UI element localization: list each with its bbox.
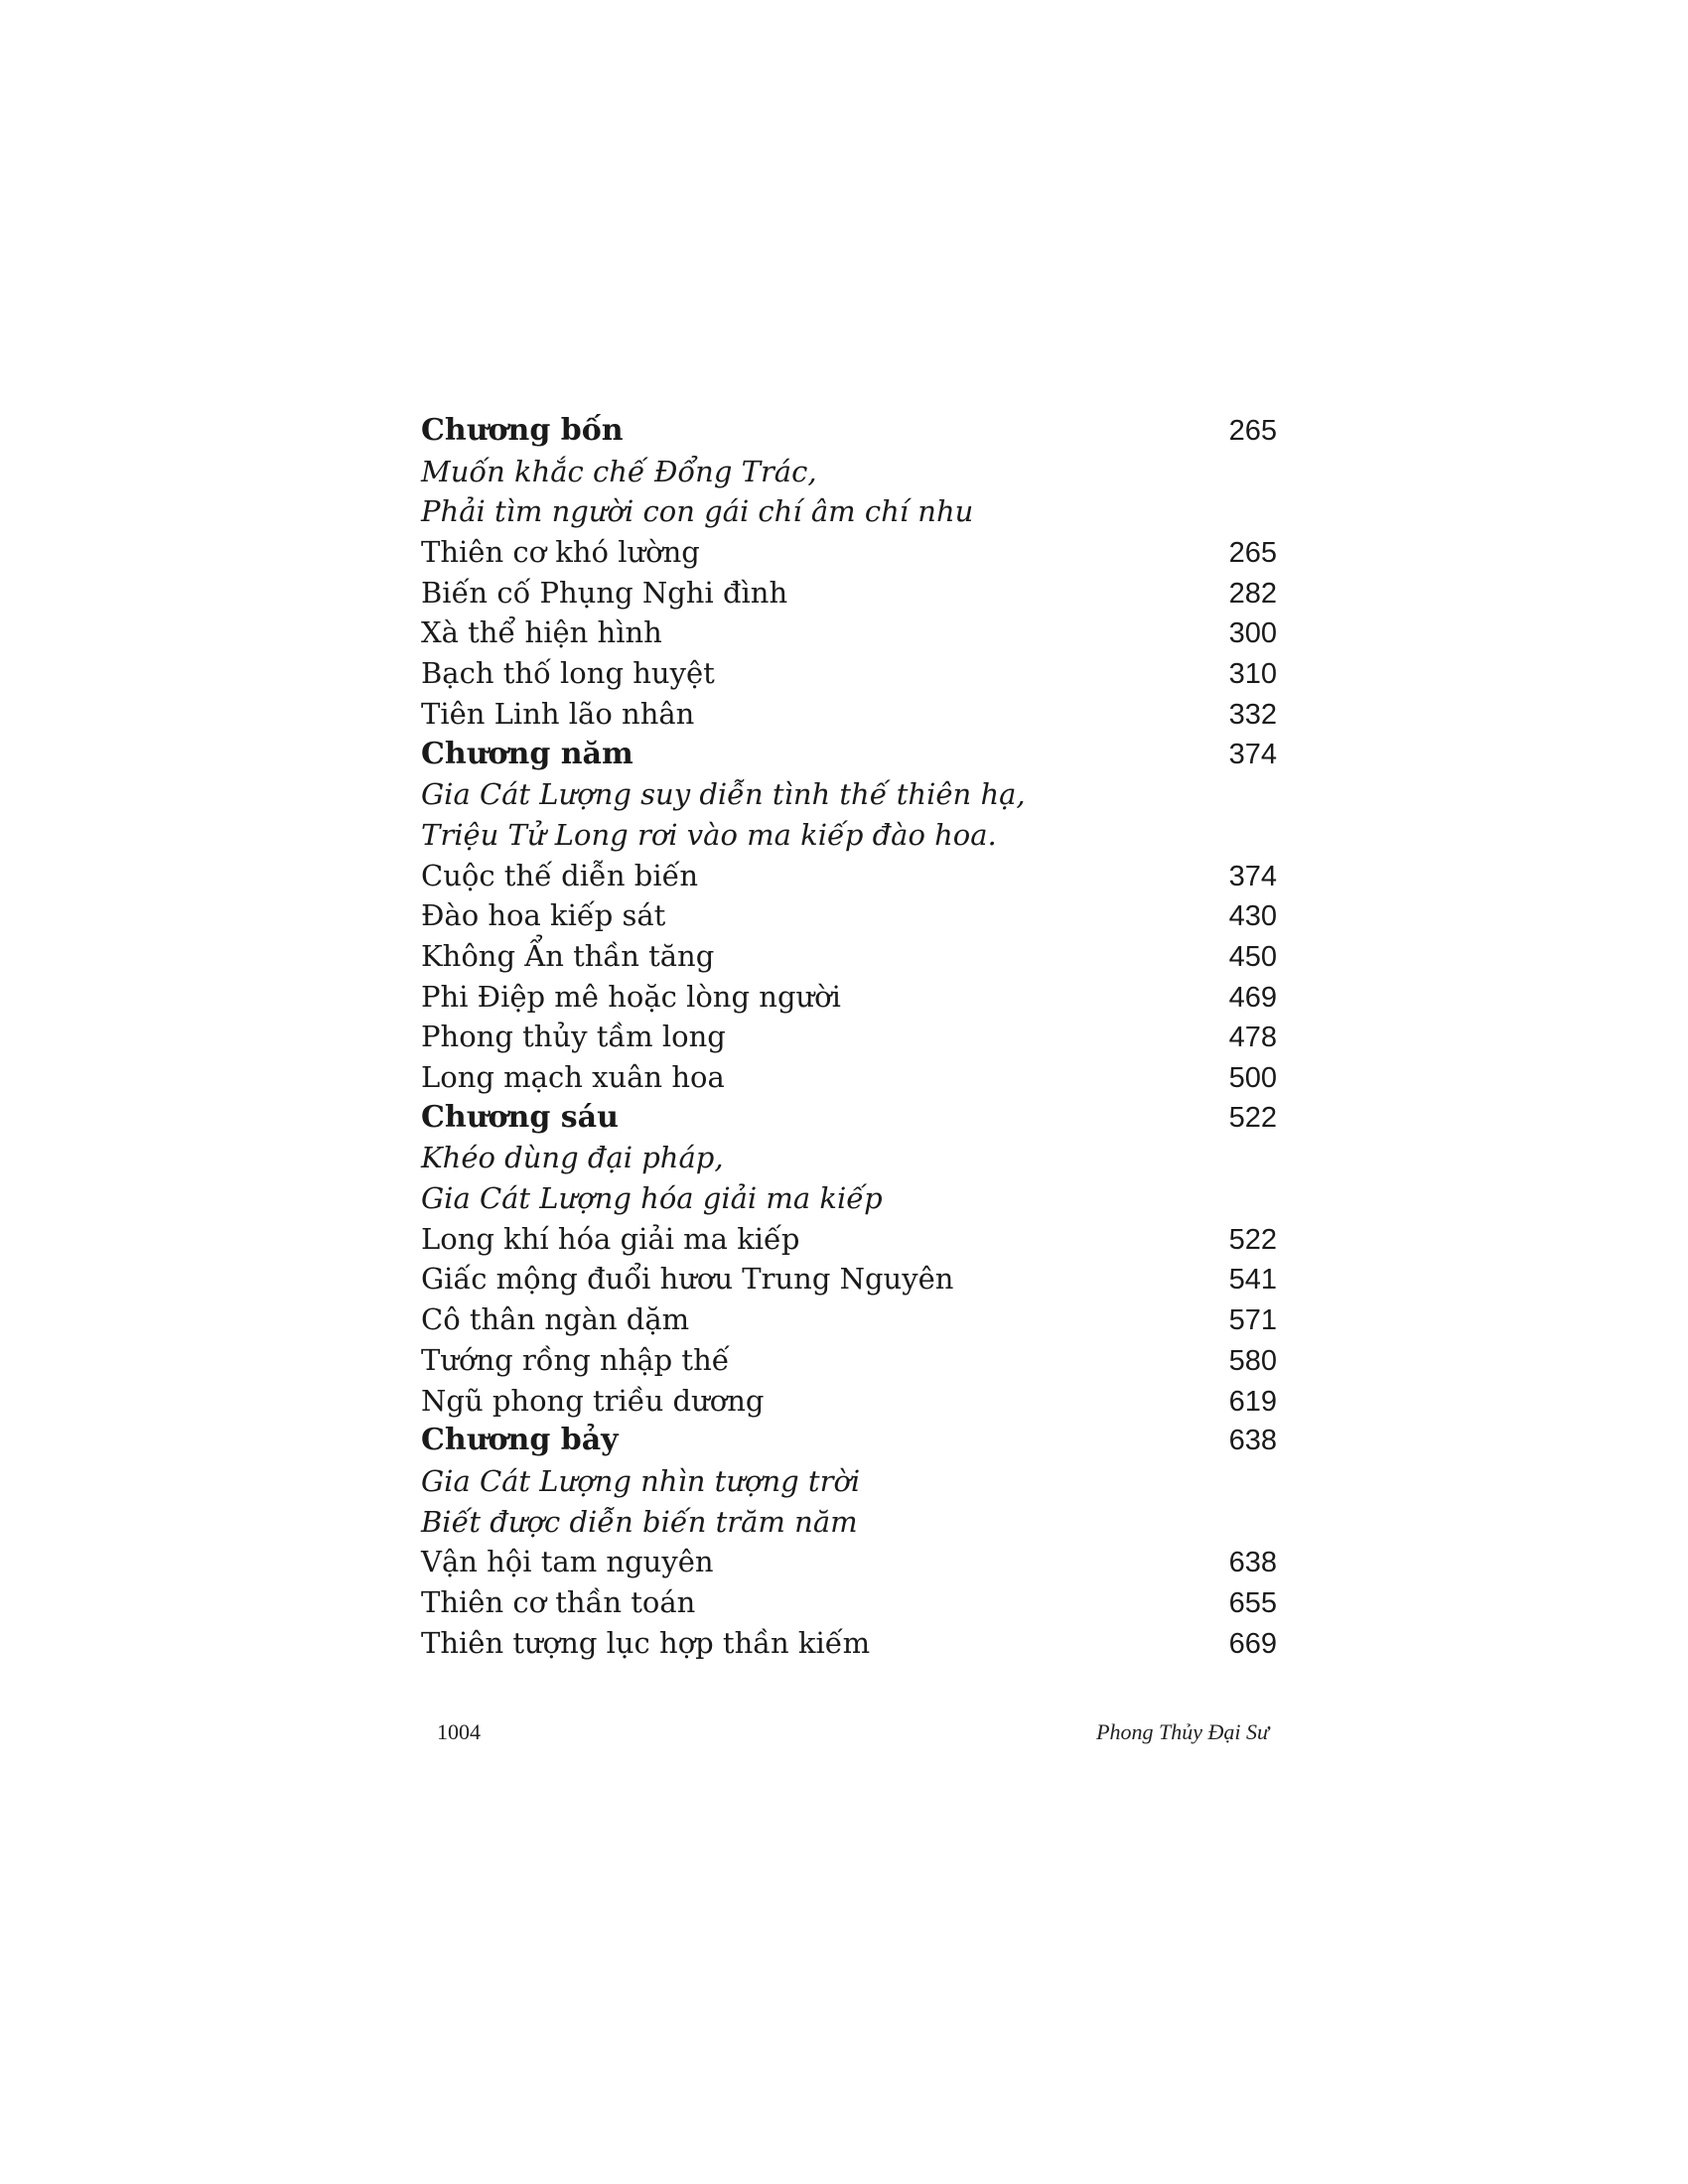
toc-entry xyxy=(421,1219,1277,1260)
entry-page: 580 xyxy=(1228,1344,1277,1377)
chapter-page: 374 xyxy=(1228,738,1277,770)
entry-title: Thiên tượng lục hợp thần kiếm xyxy=(421,1625,871,1660)
entry-title: Bạch thố long huyệt xyxy=(421,656,715,691)
entry-page: 310 xyxy=(1228,658,1277,691)
chapter-heading xyxy=(421,1421,1277,1461)
entry-page: 500 xyxy=(1228,1062,1277,1094)
page-footer xyxy=(437,1719,1269,1745)
chapter-subtitle-line: Khéo dùng đại pháp, xyxy=(421,1141,724,1175)
entry-title: Vận hội tam nguyên xyxy=(421,1545,714,1579)
chapter-subtitle-line: Phải tìm người con gái chí âm chí nhu xyxy=(421,494,974,529)
chapter-subtitle-line: Muốn khắc chế Đổng Trác, xyxy=(421,454,817,488)
entry-page: 478 xyxy=(1228,1022,1277,1054)
table-of-contents xyxy=(421,411,1277,1663)
chapter-subtitle-line: Gia Cát Lượng hóa giải ma kiếp xyxy=(421,1181,883,1216)
toc-entry xyxy=(421,532,1277,573)
chapter-subtitle-line: Gia Cát Lượng suy diễn tình thế thiên hạ, xyxy=(421,777,1026,812)
entry-page: 669 xyxy=(1228,1627,1277,1660)
toc-entry xyxy=(421,895,1277,936)
toc-entry xyxy=(421,1017,1277,1057)
toc-entry xyxy=(421,1381,1277,1422)
entry-title: Long khí hóa giải ma kiếp xyxy=(421,1221,800,1256)
entry-title: Ngũ phong triều dương xyxy=(421,1383,765,1418)
entry-title: Thiên cơ khó lường xyxy=(421,535,700,570)
entry-title: Phi Điệp mê hoặc lòng người xyxy=(421,979,841,1014)
toc-entry xyxy=(421,1259,1277,1299)
entry-title: Xà thể hiện hình xyxy=(421,615,662,650)
toc-entry xyxy=(421,1057,1277,1098)
entry-page: 469 xyxy=(1228,981,1277,1014)
entry-page: 265 xyxy=(1228,537,1277,570)
entry-page: 522 xyxy=(1228,1223,1277,1256)
toc-entry xyxy=(421,1623,1277,1664)
chapter-heading xyxy=(421,411,1277,452)
chapter-heading xyxy=(421,1098,1277,1139)
toc-entry xyxy=(421,936,1277,977)
toc-entry xyxy=(421,1299,1277,1340)
entry-title: Phong thủy tầm long xyxy=(421,1020,726,1054)
entry-page: 450 xyxy=(1228,940,1277,973)
chapter-page: 265 xyxy=(1228,415,1277,447)
toc-entry xyxy=(421,1340,1277,1381)
entry-page: 571 xyxy=(1228,1304,1277,1337)
toc-entry xyxy=(421,856,1277,896)
entry-title: Thiên cơ thần toán xyxy=(421,1584,696,1619)
chapter-subtitle-line: Gia Cát Lượng nhìn tượng trời xyxy=(421,1463,861,1498)
entry-title: Giấc mộng đuổi hươu Trung Nguyên xyxy=(421,1262,954,1297)
entry-title: Long mạch xuân hoa xyxy=(421,1060,725,1094)
entry-title: Tiên Linh lão nhân xyxy=(421,696,695,731)
entry-title: Biến cố Phụng Nghi đình xyxy=(421,575,788,610)
entry-page: 638 xyxy=(1228,1547,1277,1579)
entry-title: Cô thân ngàn dặm xyxy=(421,1302,690,1337)
toc-entry xyxy=(421,1582,1277,1623)
entry-page: 541 xyxy=(1228,1264,1277,1297)
chapter-subtitle-line: Biết được diễn biến trăm năm xyxy=(421,1504,858,1539)
chapter-title: Chương bốn xyxy=(421,413,624,448)
chapter-heading xyxy=(421,735,1277,775)
toc-entry xyxy=(421,694,1277,735)
toc-entry xyxy=(421,1542,1277,1582)
toc-entry xyxy=(421,977,1277,1018)
toc-entry xyxy=(421,653,1277,694)
entry-page: 374 xyxy=(1228,860,1277,892)
toc-entry xyxy=(421,573,1277,614)
entry-page: 332 xyxy=(1228,698,1277,731)
running-title: Phong Thủy Đại Sư xyxy=(1096,1719,1269,1744)
chapter-title: Chương bảy xyxy=(421,1423,619,1458)
entry-page: 430 xyxy=(1228,900,1277,933)
page-number: 1004 xyxy=(437,1719,481,1744)
chapter-subtitle-line: Triệu Tử Long rơi vào ma kiếp đào hoa. xyxy=(421,817,997,852)
toc-entry xyxy=(421,613,1277,653)
entry-title: Tướng rồng nhập thế xyxy=(421,1342,730,1377)
entry-page: 619 xyxy=(1228,1385,1277,1418)
entry-title: Không Ẩn thần tăng xyxy=(421,938,715,973)
entry-title: Cuộc thế diễn biến xyxy=(421,858,699,892)
entry-page: 655 xyxy=(1228,1586,1277,1619)
entry-title: Đào hoa kiếp sát xyxy=(421,898,666,933)
entry-page: 282 xyxy=(1228,577,1277,610)
entry-page: 300 xyxy=(1228,617,1277,650)
chapter-page: 522 xyxy=(1228,1101,1277,1134)
chapter-title: Chương năm xyxy=(421,736,633,771)
chapter-title: Chương sáu xyxy=(421,1099,619,1135)
chapter-page: 638 xyxy=(1228,1425,1277,1457)
